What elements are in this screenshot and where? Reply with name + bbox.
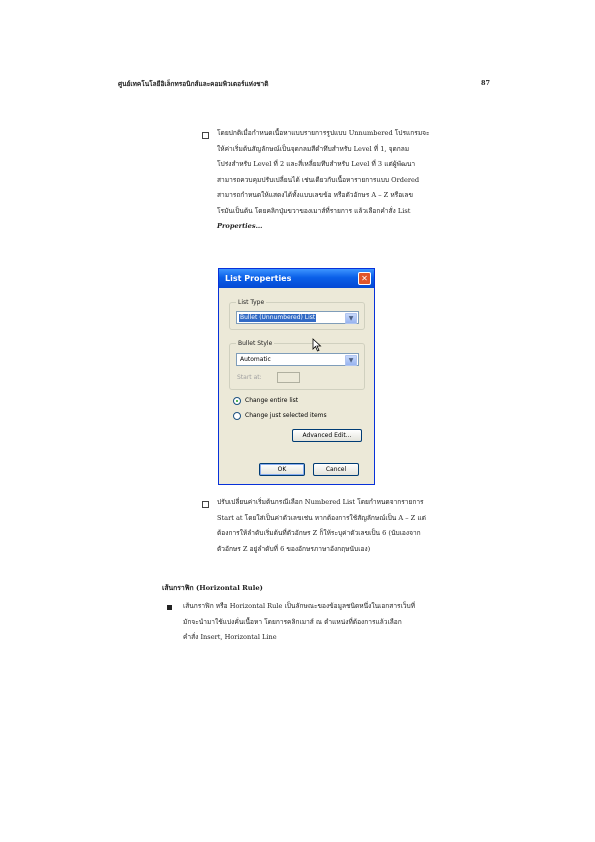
chevron-down-icon[interactable]: ▼ bbox=[345, 355, 357, 366]
close-icon: ✕ bbox=[361, 274, 368, 283]
text-line: Start at โดยใส่เป็นค่าตัวเลขเช่น หากต้องการใช้สัญลักษณ์เป็น A – Z แต่ bbox=[217, 513, 426, 522]
paragraph-unnumbered-defaults bbox=[217, 126, 430, 235]
text-line: มักจะนำมาใช้แบ่งคั่นเนื้อหา โดยการคลิกเมาส์ ณ ตำแหน่งที่ต้องการแล้วเลือก bbox=[183, 617, 402, 626]
header-title: ศูนย์เทคโนโลยีอิเล็กทรอนิกส์และคอมพิวเตอร์แห่งชาติ bbox=[118, 80, 269, 88]
text-line: ให้ค่าเริ่มต้นสัญลักษณ์เป็นจุดกลมสีดำทึบสำหรับ Level ที่ 1, จุดกลม bbox=[217, 144, 410, 153]
list-type-select[interactable] bbox=[236, 311, 359, 324]
advanced-edit-button[interactable]: Advanced Edit... bbox=[292, 429, 362, 442]
text-line: โรมันเป็นต้น โดยคลิกปุ่มขวาของเมาส์ที่รายการ แล้วเลือกคำสั่ง List bbox=[217, 206, 411, 215]
bullet-style-group bbox=[229, 340, 365, 390]
text-line: ตัวอักษร Z อยู่ลำดับที่ 6 ของอักษรภาษาอังกฤษนับเอง) bbox=[217, 544, 371, 553]
dialog-title: List Properties bbox=[225, 274, 292, 283]
list-type-label: List Type bbox=[238, 299, 265, 306]
start-at-input[interactable] bbox=[277, 372, 300, 383]
text-line: โปร่งสำหรับ Level ที่ 2 และสี่เหลี่ยมทึบสำหรับ Level ที่ 3 แต่ผู้พัฒนา bbox=[217, 160, 416, 168]
text-line: ต้องการให้ลำดับเริ่มต้นที่ตัวอักษร Z ก็ให้ระบุค่าตัวเลขเป็น 6 (นับเองจาก bbox=[217, 529, 421, 537]
bullet-style-label: Bullet Style bbox=[238, 340, 273, 347]
radio-change-selected-items[interactable] bbox=[233, 412, 241, 420]
section-heading: เส้นกราฟิก (Horizontal Rule) bbox=[162, 584, 263, 592]
radio-selected-label[interactable]: Change just selected items bbox=[245, 412, 327, 419]
dialog-titlebar[interactable] bbox=[219, 269, 374, 288]
paragraph-start-at bbox=[217, 495, 426, 557]
list-type-group bbox=[229, 299, 365, 330]
close-button[interactable] bbox=[358, 272, 371, 285]
text-line: คำสั่ง Insert, Horizontal Line bbox=[183, 633, 277, 641]
text-line: โดยปกติเมื่อกำหนดเนื้อหาแบบรายการรูปแบบ Unnumbered โปรแกรมจะ bbox=[217, 129, 430, 137]
hollow-square-bullet-icon bbox=[202, 132, 209, 139]
filled-square-bullet-icon bbox=[167, 605, 172, 610]
text-line: สามารถกำหนดให้แสดงได้ทั้งแบบเลขข้อ หรือตัวอักษร A – Z หรือเลข bbox=[217, 191, 413, 199]
text-line: Properties... bbox=[217, 222, 263, 230]
list-type-value: Bullet (Unnumbered) List bbox=[240, 314, 316, 321]
text-line: สามารถควบคุมปรับเปลี่ยนได้ เช่นเดียวกับเนื้อหารายการแบบ Ordered bbox=[217, 175, 420, 184]
text-line: ปรับเปลี่ยนค่าเริ่มต้นกรณีเลือก Numbered List โดยกำหนดจากรายการ bbox=[217, 498, 424, 506]
list-properties-dialog bbox=[218, 268, 375, 485]
radio-selected-dot bbox=[236, 400, 238, 402]
hollow-square-bullet-icon bbox=[202, 501, 209, 508]
radio-entire-label[interactable]: Change entire list bbox=[245, 397, 299, 404]
radio-change-entire-list[interactable] bbox=[233, 397, 241, 405]
page-header bbox=[118, 79, 490, 91]
page-number: 87 bbox=[480, 79, 490, 87]
bullet-style-select[interactable] bbox=[236, 353, 359, 366]
bullet-style-value: Automatic bbox=[240, 356, 271, 363]
start-at-label: Start at: bbox=[237, 374, 262, 381]
cancel-button[interactable]: Cancel bbox=[313, 463, 359, 476]
text-line: เส้นกราฟิก หรือ Horizontal Rule เป็นลักษณะของข้อมูลชนิดหนึ่งในเอกสารเว็บที่ bbox=[183, 602, 416, 610]
mouse-cursor-icon bbox=[312, 338, 322, 352]
chevron-down-icon[interactable]: ▼ bbox=[345, 313, 357, 324]
ok-button[interactable]: OK bbox=[259, 463, 305, 476]
paragraph-horizontal-rule bbox=[183, 599, 415, 646]
